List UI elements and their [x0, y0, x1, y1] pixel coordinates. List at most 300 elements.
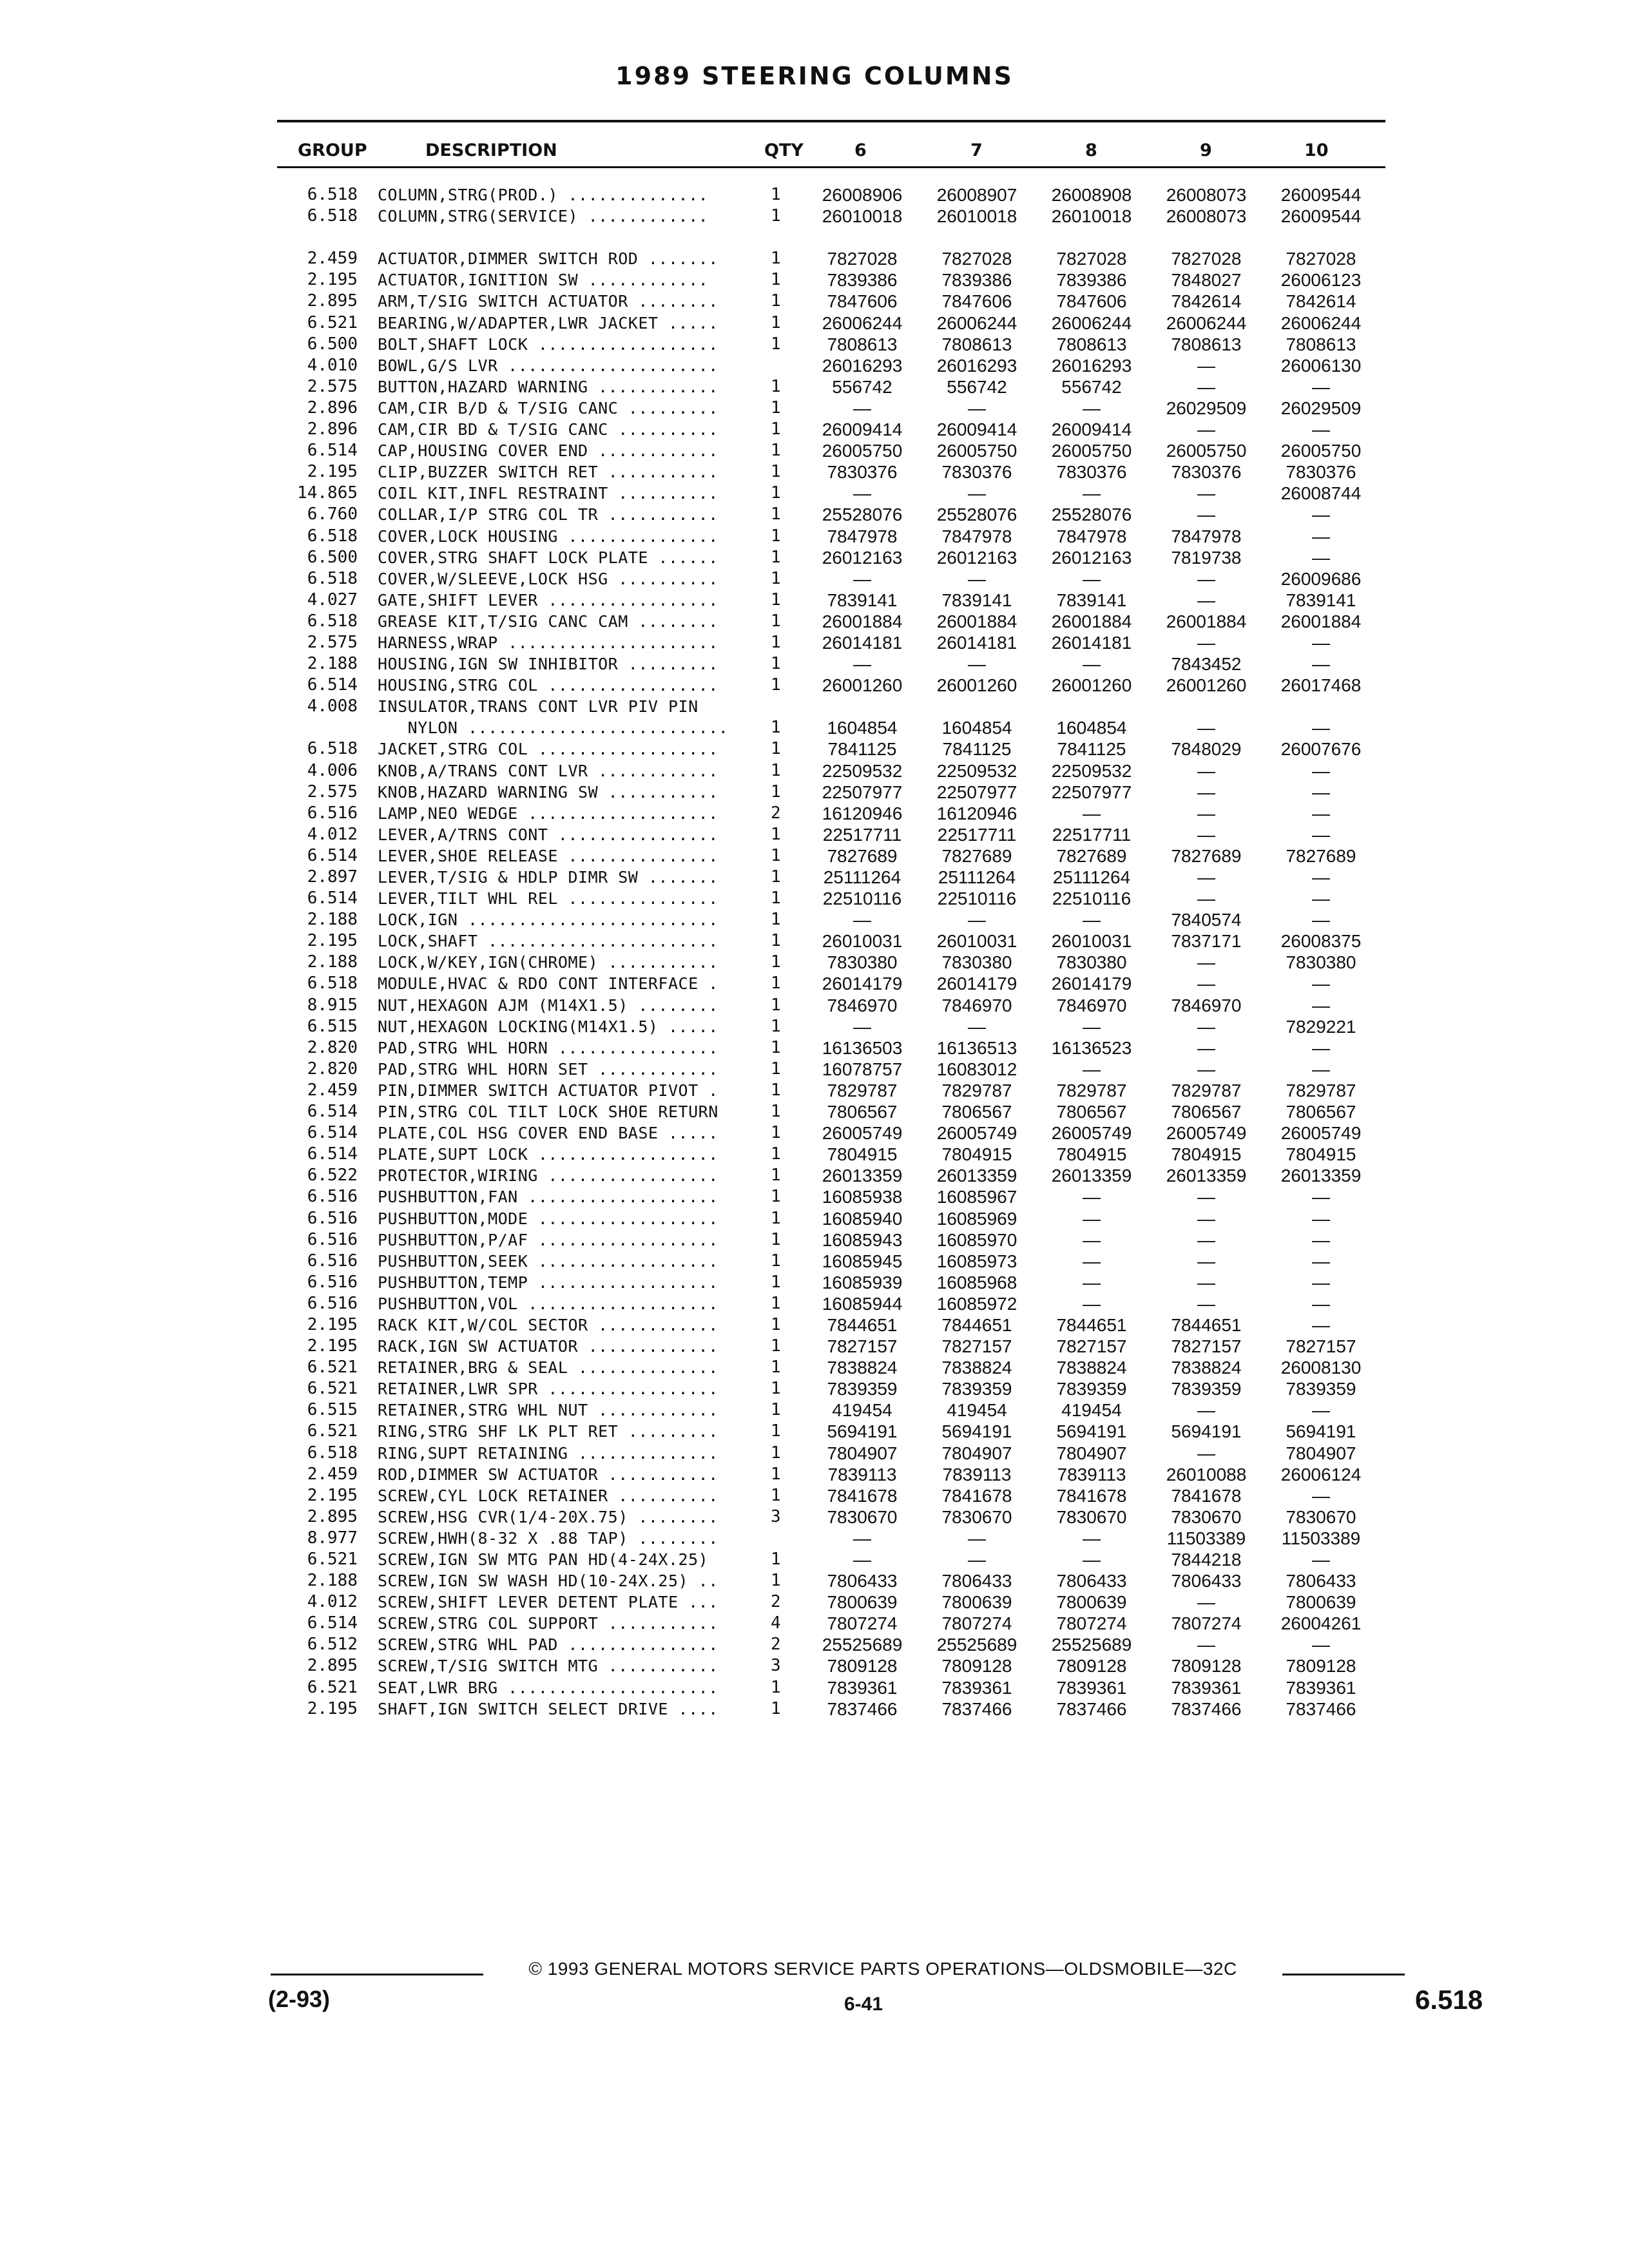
table-row: [0, 1314, 1629, 1336]
part-number-cell: —: [968, 1550, 986, 1570]
part-number-cell: 22517711: [937, 824, 1017, 845]
part-number-cell: 16085970: [936, 1229, 1017, 1250]
part-number-cell: —: [1083, 654, 1101, 675]
group-cell: 6.515: [307, 1016, 358, 1036]
part-number-cell: 26005749: [1280, 1123, 1362, 1144]
part-number-cell: 26010018: [936, 206, 1017, 227]
description-cell: LEVER,TILT WHL REL ...............: [378, 889, 718, 908]
table-row: [0, 1122, 1629, 1144]
description-cell: KNOB,A/TRANS CONT LVR ............: [378, 761, 718, 780]
part-number-cell: 26010031: [936, 931, 1017, 952]
part-number-cell: —: [968, 568, 986, 589]
part-number-cell: 7847606: [827, 291, 898, 312]
description-cell: CAM,CIR BD & T/SIG CANC ..........: [378, 420, 718, 439]
description-cell: LAMP,NEO WEDGE ...................: [378, 803, 718, 823]
part-number-cell: —: [1312, 632, 1330, 653]
qty-cell: 1: [771, 845, 781, 865]
part-number-cell: 26009544: [1280, 206, 1362, 227]
part-number-cell: 26012163: [936, 547, 1017, 568]
qty-cell: 1: [771, 632, 781, 652]
part-number-cell: 7807274: [827, 1613, 898, 1634]
row-spacer: [0, 227, 1629, 248]
group-column-header: GROUP: [298, 140, 367, 160]
part-number-cell: 7839361: [1171, 1677, 1242, 1698]
group-cell: 2.896: [307, 419, 358, 439]
qty-cell: 1: [771, 270, 781, 290]
group-cell: 14.865: [297, 483, 358, 503]
table-row: [0, 1357, 1629, 1378]
part-number-cell: —: [1083, 1293, 1101, 1314]
description-cell: SCREW,IGN SW MTG PAN HD(4-24X.25): [378, 1550, 718, 1569]
part-number-cell: —: [1197, 1059, 1215, 1079]
part-number-cell: 7829221: [1286, 1016, 1356, 1037]
part-number-cell: 7841678: [941, 1485, 1012, 1506]
part-number-cell: —: [1312, 1550, 1330, 1570]
copyright-notice: © 1993 GENERAL MOTORS SERVICE PARTS OPERATIONS—OLDSMOBILE—32C: [528, 1959, 1237, 1979]
part-number-cell: 7830670: [1286, 1506, 1356, 1527]
part-number-cell: —: [1312, 803, 1330, 823]
group-cell: 6.518: [307, 1443, 358, 1463]
description-cell: COLUMN,STRG(PROD.) ..............: [378, 186, 709, 204]
qty-cell: 2: [771, 1635, 781, 1655]
part-number-cell: 7839386: [827, 270, 898, 291]
description-cell: SCREW,IGN SW WASH HD(10-24X.25) ..: [378, 1571, 718, 1591]
part-number-cell: 26008375: [1280, 931, 1362, 952]
part-number-cell: 7819738: [1171, 547, 1242, 568]
group-cell: 2.195: [307, 1698, 358, 1718]
part-number-cell: —: [853, 1016, 871, 1037]
part-number-cell: 7839359: [1171, 1379, 1242, 1399]
part-number-cell: —: [968, 398, 986, 418]
part-number-cell: —: [1197, 1016, 1215, 1037]
table-row: [0, 184, 1629, 206]
group-cell: 6.516: [307, 803, 358, 823]
part-number-cell: 26007676: [1280, 739, 1362, 760]
part-number-cell: 26001884: [936, 611, 1017, 631]
group-cell: 6.516: [307, 1272, 358, 1292]
qty-cell: 1: [771, 1016, 781, 1036]
group-cell: 6.521: [307, 1379, 358, 1399]
part-number-cell: —: [968, 1528, 986, 1548]
part-number-cell: 419454: [947, 1400, 1007, 1421]
qty-cell: 1: [771, 1571, 781, 1591]
part-number-cell: —: [1083, 910, 1101, 930]
part-number-cell: 26005749: [1051, 1123, 1132, 1144]
model-column-header-8: 8: [1085, 140, 1097, 160]
part-number-cell: 26013359: [1166, 1166, 1247, 1186]
part-number-cell: 556742: [832, 376, 892, 397]
description-cell: INSULATOR,TRANS CONT LVR PIV PIN: [378, 697, 699, 716]
part-number-cell: 7827157: [1286, 1336, 1356, 1357]
part-number-cell: 26005749: [936, 1123, 1017, 1144]
group-cell: 6.514: [307, 1102, 358, 1122]
part-number-cell: —: [1083, 1187, 1101, 1207]
description-cell: BOWL,G/S LVR .....................: [378, 356, 718, 375]
qty-cell: 1: [771, 1187, 781, 1207]
model-column-header-10: 10: [1304, 140, 1329, 160]
group-cell: 2.188: [307, 952, 358, 972]
part-number-cell: 7844651: [1171, 1314, 1242, 1335]
part-number-cell: 7837466: [1286, 1698, 1356, 1719]
part-number-cell: —: [1312, 505, 1330, 525]
part-number-cell: 7804915: [1056, 1144, 1127, 1165]
part-number-cell: —: [1083, 1251, 1101, 1271]
description-cell: SCREW,STRG WHL PAD ...............: [378, 1635, 718, 1655]
part-number-cell: 25525689: [822, 1635, 903, 1655]
part-number-cell: 7837466: [827, 1698, 898, 1719]
part-number-cell: 7846970: [1171, 995, 1242, 1015]
group-cell: 6.521: [307, 1421, 358, 1441]
part-number-cell: —: [1083, 1229, 1101, 1250]
part-number-cell: 7808613: [1056, 334, 1127, 354]
part-number-cell: —: [853, 910, 871, 930]
model-column-header-9: 9: [1200, 140, 1212, 160]
part-number-cell: 26013359: [822, 1166, 903, 1186]
table-row: [0, 312, 1629, 334]
qty-cell: 1: [771, 654, 781, 674]
qty-cell: 1: [771, 185, 781, 204]
part-number-cell: 26013359: [936, 1166, 1017, 1186]
table-row: [0, 1399, 1629, 1421]
part-number-cell: 26009414: [1051, 419, 1132, 440]
group-cell: 8.915: [307, 995, 358, 1015]
table-row: [0, 1293, 1629, 1314]
part-number-cell: 22507977: [936, 782, 1017, 802]
part-number-cell: 7806567: [1286, 1102, 1356, 1122]
part-number-cell: 7827028: [1171, 249, 1242, 269]
part-number-cell: —: [853, 1550, 871, 1570]
part-number-cell: 26012163: [822, 547, 903, 568]
qty-cell: 1: [771, 889, 781, 908]
table-row: [0, 930, 1629, 952]
part-number-cell: 7804915: [1286, 1144, 1356, 1165]
description-cell: LEVER,SHOE RELEASE ...............: [378, 846, 718, 865]
group-cell: 2.575: [307, 632, 358, 652]
table-row: [0, 483, 1629, 504]
description-cell: SCREW,STRG COL SUPPORT ...........: [378, 1614, 718, 1633]
part-number-cell: 16085940: [822, 1208, 903, 1229]
group-cell: 4.012: [307, 824, 358, 844]
part-number-cell: —: [853, 568, 871, 589]
description-cell: ACTUATOR,IGNITION SW ............: [378, 271, 709, 290]
group-cell: 6.515: [307, 1400, 358, 1420]
qty-cell: 1: [771, 1336, 781, 1356]
qty-cell: 1: [771, 419, 781, 439]
footer-rule-right: [1282, 1974, 1405, 1975]
part-number-cell: 7804907: [827, 1443, 898, 1463]
part-number-cell: —: [1197, 803, 1215, 823]
qty-cell: 1: [771, 1314, 781, 1334]
description-cell: CAM,CIR B/D & T/SIG CANC .........: [378, 398, 718, 418]
table-row: [0, 248, 1629, 269]
part-number-cell: 7844651: [941, 1314, 1012, 1335]
part-number-cell: 25528076: [822, 505, 903, 525]
part-number-cell: —: [1197, 1592, 1215, 1613]
part-number-cell: 5694191: [941, 1421, 1012, 1442]
table-row: [0, 653, 1629, 675]
part-number-cell: 7830376: [1056, 462, 1127, 483]
model-column-header-7: 7: [970, 140, 983, 160]
qty-cell: 1: [771, 334, 781, 354]
revision-date: (2-93): [268, 1986, 331, 2012]
description-cell: HOUSING,IGN SW INHIBITOR .........: [378, 655, 718, 674]
description-cell: ROD,DIMMER SW ACTUATOR ...........: [378, 1465, 718, 1484]
part-number-cell: —: [1312, 376, 1330, 397]
group-cell: 2.895: [307, 291, 358, 311]
part-number-cell: 26014181: [936, 632, 1017, 653]
group-cell: 2.820: [307, 1059, 358, 1079]
part-number-cell: 7800639: [1286, 1592, 1356, 1613]
table-row: [0, 867, 1629, 888]
qty-cell: 1: [771, 675, 781, 695]
part-number-cell: 7839359: [827, 1379, 898, 1399]
part-number-cell: 26010088: [1166, 1464, 1247, 1485]
description-cell: RACK,IGN SW ACTUATOR .............: [378, 1337, 718, 1356]
part-number-cell: 16136503: [822, 1037, 903, 1058]
description-cell: PROTECTOR,WIRING .................: [378, 1166, 718, 1186]
group-cell: 6.518: [307, 739, 358, 759]
part-number-cell: 7829787: [941, 1080, 1012, 1100]
qty-cell: 1: [771, 206, 781, 226]
part-number-cell: 7827028: [1056, 249, 1127, 269]
part-number-cell: 26013359: [1051, 1166, 1132, 1186]
part-number-cell: 22517711: [1052, 824, 1132, 845]
part-number-cell: 7808613: [941, 334, 1012, 354]
description-cell: LEVER,T/SIG & HDLP DIMR SW .......: [378, 868, 718, 887]
table-row: [0, 1144, 1629, 1165]
description-cell: COLLAR,I/P STRG COL TR ...........: [378, 505, 718, 524]
description-cell: HARNESS,WRAP .....................: [378, 633, 718, 652]
part-number-cell: 26014181: [822, 632, 903, 653]
part-number-cell: 7839361: [941, 1677, 1012, 1698]
table-row: [0, 717, 1629, 738]
part-number-cell: —: [1197, 782, 1215, 802]
table-row: [0, 398, 1629, 419]
part-number-cell: 22507977: [1051, 782, 1132, 802]
part-number-cell: 7830670: [1171, 1506, 1242, 1527]
part-number-cell: 26016293: [822, 355, 903, 376]
part-number-cell: 25111264: [1052, 867, 1131, 887]
description-cell: SCREW,T/SIG SWITCH MTG ...........: [378, 1657, 718, 1676]
part-number-cell: —: [1083, 1208, 1101, 1229]
part-number-cell: —: [1312, 1400, 1330, 1421]
part-number-cell: 16085938: [822, 1187, 903, 1207]
qty-cell: 1: [771, 462, 781, 482]
table-row: [0, 995, 1629, 1016]
part-number-cell: —: [1312, 547, 1330, 568]
table-row: [0, 1655, 1629, 1677]
part-number-cell: 26010031: [1051, 931, 1132, 952]
qty-cell: 1: [771, 824, 781, 844]
part-number-cell: 7837466: [1056, 1698, 1127, 1719]
table-row: [0, 1186, 1629, 1207]
part-number-cell: 7808613: [827, 334, 898, 354]
description-cell: COIL KIT,INFL RESTRAINT ..........: [378, 484, 718, 503]
part-number-cell: 7806433: [1286, 1571, 1356, 1591]
group-cell: 6.500: [307, 334, 358, 354]
group-cell: 6.514: [307, 441, 358, 461]
part-number-cell: 26005749: [1166, 1123, 1247, 1144]
part-number-cell: 16085944: [822, 1293, 903, 1314]
description-cell: PUSHBUTTON,MODE ..................: [378, 1209, 718, 1228]
part-number-cell: —: [1312, 867, 1330, 887]
part-number-cell: —: [1083, 483, 1101, 504]
part-number-cell: —: [1197, 867, 1215, 887]
table-row: [0, 760, 1629, 782]
part-number-cell: 556742: [1061, 376, 1122, 397]
part-number-cell: 7827157: [1056, 1336, 1127, 1357]
qty-cell: 1: [771, 1550, 781, 1569]
part-number-cell: 7830670: [1056, 1506, 1127, 1527]
description-cell: RETAINER,BRG & SEAL ..............: [378, 1358, 718, 1378]
part-number-cell: 7806433: [827, 1571, 898, 1591]
qty-cell: 1: [771, 1251, 781, 1271]
part-number-cell: 26014179: [822, 974, 903, 994]
part-number-cell: 26009414: [822, 419, 903, 440]
qty-cell: 1: [771, 1464, 781, 1484]
part-number-cell: 7827689: [1056, 845, 1127, 866]
qty-cell: 1: [771, 398, 781, 418]
group-cell: 2.195: [307, 462, 358, 482]
description-cell: SCREW,HSG CVR(1/4-20X.75) ........: [378, 1507, 718, 1526]
part-number-cell: 26005750: [822, 441, 903, 461]
group-cell: 2.896: [307, 398, 358, 418]
page-number: 6-41: [844, 1994, 883, 2015]
description-cell: COVER,STRG SHAFT LOCK PLATE ......: [378, 548, 718, 567]
part-number-cell: 26001260: [1166, 675, 1247, 696]
part-number-cell: 26006130: [1280, 355, 1362, 376]
description-cell: BOLT,SHAFT LOCK ..................: [378, 334, 718, 354]
group-cell: 6.518: [307, 185, 358, 204]
description-cell: NUT,HEXAGON AJM (M14X1.5) ........: [378, 995, 718, 1015]
group-cell: 2.895: [307, 1506, 358, 1526]
part-number-cell: —: [1312, 718, 1330, 738]
table-row: [0, 845, 1629, 867]
part-number-cell: 16085939: [822, 1272, 903, 1293]
part-number-cell: 1604854: [941, 718, 1012, 738]
part-number-cell: 16136513: [936, 1037, 1017, 1058]
part-number-cell: 7839141: [1286, 590, 1356, 610]
part-number-cell: 22510116: [937, 889, 1017, 909]
part-number-cell: —: [1083, 568, 1101, 589]
group-cell: 6.516: [307, 1229, 358, 1249]
part-number-cell: —: [1197, 1037, 1215, 1058]
group-cell: 2.195: [307, 931, 358, 951]
part-number-cell: —: [1312, 782, 1330, 802]
part-number-cell: 5694191: [1056, 1421, 1127, 1442]
part-number-cell: 22509532: [1051, 760, 1132, 781]
qty-cell: 1: [771, 1443, 781, 1463]
part-number-cell: 5694191: [1171, 1421, 1242, 1442]
qty-cell: 1: [771, 760, 781, 780]
description-cell: LEVER,A/TRNS CONT ................: [378, 825, 718, 844]
qty-cell: 1: [771, 1485, 781, 1505]
part-number-cell: 7830380: [941, 952, 1012, 973]
table-row: [0, 1251, 1629, 1272]
part-number-cell: 26006244: [936, 312, 1017, 333]
group-cell: 6.521: [307, 312, 358, 332]
part-number-cell: —: [1197, 1208, 1215, 1229]
part-number-cell: —: [1197, 824, 1215, 845]
part-number-cell: 16078757: [822, 1059, 903, 1079]
part-number-cell: 26016293: [1051, 355, 1132, 376]
part-number-cell: —: [1197, 483, 1215, 504]
part-number-cell: —: [1312, 1272, 1330, 1293]
qty-cell: 1: [771, 867, 781, 887]
group-cell: 6.760: [307, 505, 358, 524]
qty-cell: 1: [771, 1144, 781, 1164]
part-number-cell: 7809128: [1171, 1656, 1242, 1677]
table-row: [0, 419, 1629, 440]
qty-cell: 1: [771, 526, 781, 546]
part-number-cell: 16085969: [936, 1208, 1017, 1229]
part-number-cell: —: [1312, 1251, 1330, 1271]
description-cell: BUTTON,HAZARD WARNING ............: [378, 377, 718, 396]
group-cell: 2.459: [307, 249, 358, 269]
table-row: [0, 376, 1629, 398]
group-cell: 2.195: [307, 1485, 358, 1505]
part-number-cell: 7839113: [1057, 1464, 1126, 1485]
table-row: [0, 1464, 1629, 1485]
description-cell: NUT,HEXAGON LOCKING(M14X1.5) .....: [378, 1017, 718, 1036]
description-cell: HOUSING,STRG COL .................: [378, 676, 718, 695]
part-number-cell: 1604854: [1056, 718, 1127, 738]
qty-cell: 1: [771, 931, 781, 951]
part-number-cell: 7809128: [827, 1656, 898, 1677]
page-title: 1989 STEERING COLUMNS: [615, 62, 1014, 90]
part-number-cell: 7848029: [1171, 739, 1242, 760]
part-number-cell: 7839113: [827, 1464, 897, 1485]
part-number-cell: 7839386: [1056, 270, 1127, 291]
part-number-cell: 7800639: [941, 1592, 1012, 1613]
group-cell: 2.459: [307, 1464, 358, 1484]
part-number-cell: 26004261: [1280, 1613, 1362, 1634]
group-cell: 4.010: [307, 355, 358, 375]
part-number-cell: —: [968, 483, 986, 504]
group-cell: 6.521: [307, 1550, 358, 1569]
part-number-cell: 26009544: [1280, 185, 1362, 205]
part-number-cell: 7804915: [941, 1144, 1012, 1165]
description-cell: RETAINER,STRG WHL NUT ............: [378, 1401, 718, 1420]
part-number-cell: —: [1197, 505, 1215, 525]
part-number-cell: 7827689: [941, 845, 1012, 866]
description-cell: COVER,W/SLEEVE,LOCK HSG ..........: [378, 569, 718, 588]
table-row: [0, 1378, 1629, 1399]
part-number-cell: 7841125: [827, 739, 897, 760]
description-cell: LOCK,W/KEY,IGN(CHROME) ...........: [378, 953, 718, 972]
group-cell: 6.516: [307, 1208, 358, 1228]
group-cell: 6.512: [307, 1635, 358, 1655]
part-number-cell: 26001260: [1051, 675, 1132, 696]
part-number-cell: 7806567: [941, 1102, 1012, 1122]
group-cell: 2.195: [307, 270, 358, 290]
table-row: [0, 1165, 1629, 1186]
part-number-cell: 7847978: [1056, 526, 1127, 546]
group-cell: 4.006: [307, 760, 358, 780]
group-cell: 2.897: [307, 867, 358, 887]
part-number-cell: —: [968, 1016, 986, 1037]
table-row: [0, 1549, 1629, 1570]
table-row: [0, 590, 1629, 611]
part-number-cell: 7830670: [827, 1506, 898, 1527]
description-cell: PUSHBUTTON,P/AF ..................: [378, 1230, 718, 1249]
part-number-cell: 26006244: [1051, 312, 1132, 333]
parts-table: [0, 184, 1629, 1720]
table-row: [0, 334, 1629, 355]
qty-cell: 1: [771, 568, 781, 588]
description-cell: PLATE,COL HSG COVER END BASE .....: [378, 1124, 718, 1143]
part-number-cell: 26006244: [822, 312, 903, 333]
